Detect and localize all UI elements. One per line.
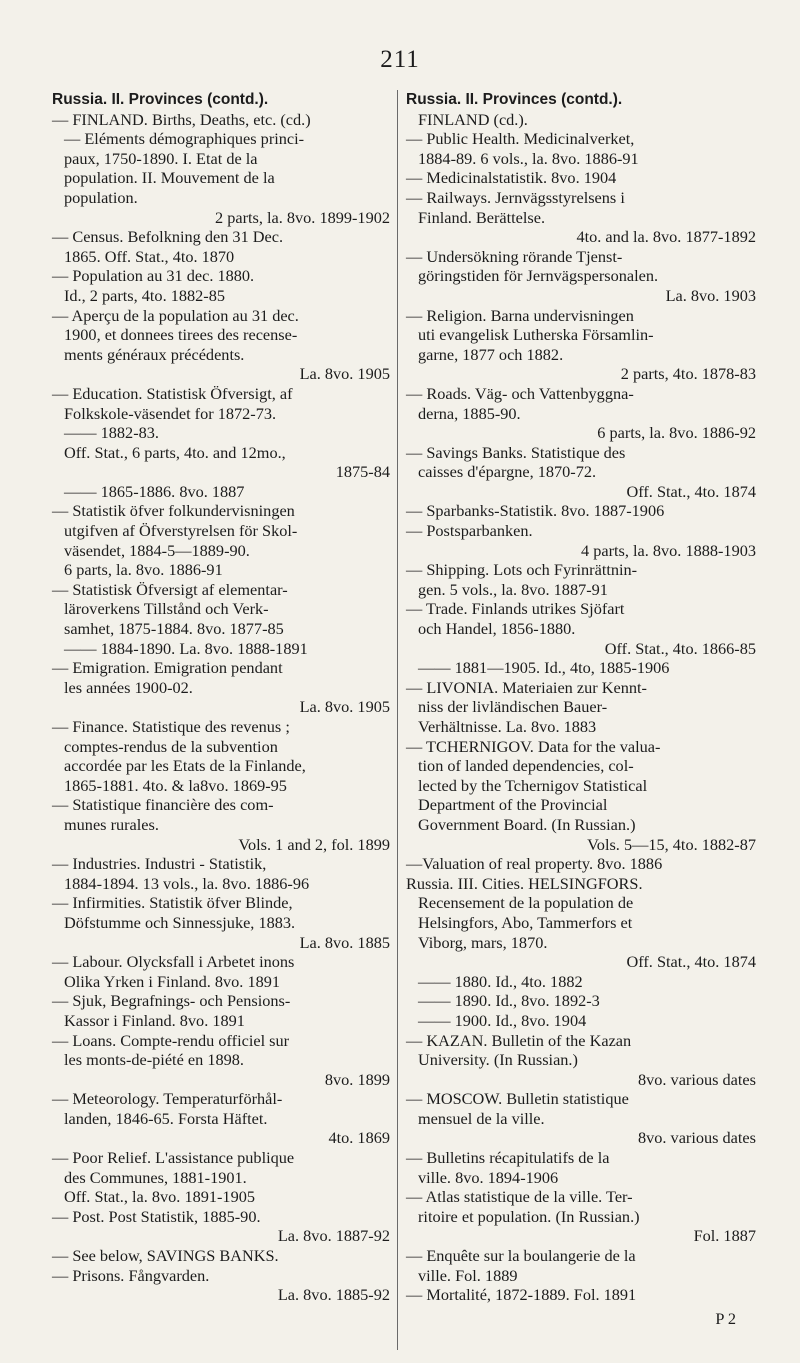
catalog-entry: [406, 560, 756, 599]
entry-line: — Emigration. Emigration pendant: [52, 658, 283, 678]
entry-line: — Savings Banks. Statistique des: [406, 442, 626, 462]
continuation-line: —— 1890. Id., 8vo. 1892-3: [418, 991, 600, 1011]
entry-line: — Atlas statistique de la ville. Ter-: [406, 1187, 633, 1207]
catalog-entry: [52, 306, 390, 365]
catalog-entry: [52, 1266, 390, 1286]
entry-line: — Mortalité, 1872-1889. Fol. 1891: [406, 1285, 637, 1305]
continuation-line: —— 1880. Id., 4to. 1882: [418, 971, 583, 991]
imprint-line: 6 parts, la. 8vo. 1886-92: [597, 423, 756, 443]
entry-line: väsendet, 1884-5—1889-90.: [64, 540, 250, 560]
entry-line: — Prisons. Fångvarden.: [52, 1265, 210, 1285]
entry-line: Helsingfors, Abo, Tammerfors et: [418, 912, 633, 932]
imprint-line: 4to. 1869: [328, 1128, 390, 1148]
entry-line: population. II. Mouvement de la: [64, 168, 275, 188]
catalog-entry: [52, 1246, 390, 1266]
entry-line: — Public Health. Medicinalverket,: [406, 129, 635, 149]
entry-line: mensuel de la ville.: [418, 1108, 545, 1128]
entry-line: — FINLAND. Births, Deaths, etc. (cd.): [52, 109, 311, 129]
entry-line: Döfstumme och Sinnessjuke, 1883.: [64, 912, 296, 932]
entry-line: 1884-1894. 13 vols., la. 8vo. 1886-96: [64, 873, 310, 893]
entry-line: — Labour. Olycksfall i Arbetet inons: [52, 952, 295, 972]
imprint-line: 2 parts, 4to. 1878-83: [620, 364, 756, 384]
catalog-entry: [52, 717, 390, 795]
continuation-line: —— 1882-83.: [64, 423, 159, 443]
entry-line: — Undersökning rörande Tjenst-: [406, 246, 623, 266]
entry-line: population.: [64, 187, 138, 207]
entry-line: — Statistique financière des com-: [52, 795, 274, 815]
catalog-entry: [52, 991, 390, 1030]
entry-line: caisses d'épargne, 1870-72.: [418, 462, 597, 482]
catalog-entry: [406, 384, 756, 423]
imprint-line: 1875-84: [335, 462, 390, 482]
section-heading: Russia. II. Provinces (contd.).: [52, 91, 269, 108]
entry-line: — Trade. Finlands utrikes Sjöfart: [406, 599, 625, 619]
continuation-line: Id., 2 parts, 4to. 1882-85: [64, 285, 225, 305]
entry-line: Finland. Berättelse.: [418, 207, 546, 227]
entry-line: — Meteorology. Temperaturförhål-: [52, 1089, 283, 1109]
entry-line: —Valuation of real property. 8vo. 1886: [406, 854, 663, 874]
catalog-entry: [406, 247, 756, 286]
entry-line: — MOSCOW. Bulletin statistique: [406, 1089, 629, 1109]
catalog-entry: [406, 854, 756, 874]
continuation-line: 6 parts, la. 8vo. 1886-91: [64, 560, 223, 580]
catalog-entry: [52, 501, 390, 560]
catalog-entry: [52, 893, 390, 932]
entry-line: — Education. Statistisk Öfversigt, af: [52, 383, 293, 403]
catalog-entry: [406, 501, 756, 521]
catalog-entry: [406, 737, 756, 835]
entry-line: samhet, 1875-1884. 8vo. 1877-85: [64, 619, 284, 639]
catalog-entry: [52, 952, 390, 991]
catalog-entry: [52, 1031, 390, 1070]
catalog-entry: [406, 1148, 756, 1187]
entry-line: — Roads. Väg- och Vattenbyggna-: [406, 383, 634, 403]
entry-line: — Sparbanks-Statistik. 8vo. 1887-1906: [406, 501, 665, 521]
catalog-entry: [406, 306, 756, 365]
entry-line: — Eléments démographiques princi-: [64, 129, 305, 149]
entry-line: — Industries. Industri - Statistik,: [52, 854, 267, 874]
catalog-entry: [406, 1285, 756, 1305]
entry-line: — LIVONIA. Materiaien zur Kennt-: [406, 677, 647, 697]
entry-line: Folkskole-väsendet for 1872-73.: [64, 403, 277, 423]
continuation-line: Off. Stat., 6 parts, 4to. and 12mo.,: [64, 442, 286, 462]
imprint-line: La. 8vo. 1887-92: [277, 1226, 390, 1246]
entry-line: — Religion. Barna undervisningen: [406, 305, 634, 325]
catalog-entry: [406, 599, 756, 638]
catalog-entry: [52, 580, 390, 639]
catalog-entry: [52, 854, 390, 893]
continuation-line: —— 1865-1886. 8vo. 1887: [64, 481, 245, 501]
entry-line: utgifven af Öfverstyrelsen för Skol-: [64, 521, 298, 541]
entry-line: munes rurales.: [64, 814, 159, 834]
entry-line: — Medicinalstatistik. 8vo. 1904: [406, 168, 617, 188]
catalog-entry: [406, 1089, 756, 1128]
entry-line: — Railways. Jernvägsstyrelsens i: [406, 187, 625, 207]
imprint-line: 4 parts, la. 8vo. 1888-1903: [581, 540, 756, 560]
imprint-line: Vols. 5—15, 4to. 1882-87: [587, 834, 756, 854]
catalog-entry: [52, 1089, 390, 1128]
imprint-line: 2 parts, la. 8vo. 1899-1902: [215, 207, 390, 227]
entry-line: — Finance. Statistique des revenus ;: [52, 717, 290, 736]
entry-line: och Handel, 1856-1880.: [418, 619, 576, 639]
catalog-entry: [52, 795, 390, 834]
catalog-entry: [52, 1207, 390, 1227]
entry-line: — Statistik öfver folkundervisningen: [52, 501, 295, 521]
catalog-entry: [406, 188, 756, 227]
entry-line: ments généraux précédents.: [64, 344, 245, 364]
entry-line: Kassor i Finland. 8vo. 1891: [64, 1010, 245, 1030]
entry-line: Department of the Provincial: [418, 795, 608, 815]
page-number: 211: [380, 46, 420, 73]
entry-line: Viborg, mars, 1870.: [418, 932, 548, 952]
continuation-line: FINLAND (cd.).: [418, 109, 528, 129]
imprint-line: Off. Stat., 4to. 1874: [626, 481, 756, 501]
catalog-entry: [52, 658, 390, 697]
imprint-line: La. 8vo. 1885: [299, 932, 390, 952]
entry-line: les années 1900-02.: [64, 677, 193, 697]
catalog-entry: [52, 110, 390, 208]
entry-line: 1865-1881. 4to. & la8vo. 1869-95: [64, 775, 287, 795]
entry-line: — Shipping. Lots och Fyrinrättnin-: [406, 560, 638, 580]
entry-line: — Population au 31 dec. 1880.: [52, 266, 255, 286]
left-column: [52, 90, 390, 1305]
catalog-entry: [406, 1246, 756, 1285]
catalog-entry: [52, 1148, 390, 1187]
entry-line: — Infirmities. Statistik öfver Blinde,: [52, 893, 293, 913]
entry-line: — Census. Befolkning den 31 Dec.: [52, 227, 284, 247]
entry-line: — Poor Relief. L'assistance publique: [52, 1148, 295, 1168]
catalog-entry: [406, 1031, 756, 1070]
catalog-entry: [52, 266, 390, 286]
entry-line: Government Board. (In Russian.): [418, 814, 636, 834]
imprint-line: La. 8vo. 1905: [299, 364, 390, 384]
catalog-entry: [406, 129, 756, 168]
entry-line: tion of landed dependencies, col-: [418, 756, 634, 776]
imprint-line: 8vo. various dates: [637, 1128, 756, 1148]
entry-line: accordée par les Etats de la Finlande,: [64, 756, 306, 776]
continuation-line: —— 1881—1905. Id., 4to, 1885-1906: [418, 658, 670, 678]
imprint-line: Off. Stat., 4to. 1874: [626, 952, 756, 972]
entry-line: — TCHERNIGOV. Data for the valua-: [406, 736, 661, 756]
entry-line: — Loans. Compte-rendu officiel sur: [52, 1030, 290, 1050]
section-heading: Russia. II. Provinces (contd.).: [406, 91, 623, 108]
continuation-line: —— 1884-1890. La. 8vo. 1888-1891: [64, 638, 308, 658]
entry-line: — Postsparbanken.: [406, 521, 533, 541]
imprint-line: Fol. 1887: [693, 1226, 756, 1246]
entry-line: — Sjuk, Begrafnings- och Pensions-: [52, 991, 291, 1011]
signature-mark: P 2: [715, 1308, 736, 1328]
column-divider: [397, 90, 398, 1350]
entry-line: ritoire et population. (In Russian.): [418, 1206, 640, 1226]
entry-line: uti evangelisk Lutherska Församlin-: [418, 325, 654, 345]
imprint-line: 8vo. 1899: [324, 1069, 390, 1089]
catalog-entry: [52, 227, 390, 266]
catalog-entry: [406, 678, 756, 737]
imprint-line: 4to. and la. 8vo. 1877-1892: [576, 227, 756, 247]
entry-line: landen, 1846-65. Forsta Häftet.: [64, 1108, 268, 1128]
catalog-entry: [406, 521, 756, 541]
catalog-entry: [406, 168, 756, 188]
imprint-line: La. 8vo. 1885-92: [277, 1285, 390, 1305]
entry-line: Olika Yrken i Finland. 8vo. 1891: [64, 971, 281, 991]
entry-line: — Aperçu de la population au 31 dec.: [52, 305, 299, 325]
entry-line: ville. 8vo. 1894-1906: [418, 1167, 559, 1187]
entry-line: — KAZAN. Bulletin of the Kazan: [406, 1030, 632, 1050]
entry-line: Russia. III. Cities. HELSINGFORS.: [406, 873, 643, 893]
entry-line: gen. 5 vols., la. 8vo. 1887-91: [418, 579, 608, 599]
entry-line: läroverkens Tillstånd och Verk-: [64, 599, 269, 619]
entry-line: — Statistisk Öfversigt af elementar-: [52, 579, 288, 599]
catalog-entry: [406, 874, 756, 952]
entry-line: — See below, SAVINGS BANKS.: [52, 1246, 279, 1266]
entry-line: lected by the Tchernigov Statistical: [418, 775, 648, 795]
entry-line: 1865. Off. Stat., 4to. 1870: [64, 246, 235, 266]
entry-line: 1900, et donnees tirees des recense-: [64, 325, 298, 345]
entry-line: Verhältnisse. La. 8vo. 1883: [418, 717, 597, 736]
imprint-line: La. 8vo. 1905: [299, 697, 390, 717]
entry-line: ville. Fol. 1889: [418, 1265, 518, 1285]
imprint-line: Vols. 1 and 2, fol. 1899: [238, 834, 390, 854]
entry-line: University. (In Russian.): [418, 1050, 578, 1070]
entry-line: — Enquête sur la boulangerie de la: [406, 1246, 636, 1266]
entry-line: comptes-rendus de la subvention: [64, 736, 278, 756]
entry-line: — Bulletins récapitulatifs de la: [406, 1148, 610, 1168]
entry-line: derna, 1885-90.: [418, 403, 521, 423]
entry-line: paux, 1750-1890. I. Etat de la: [64, 148, 258, 168]
catalog-entry: [52, 384, 390, 423]
catalog-entry: [406, 1187, 756, 1226]
continuation-line: Off. Stat., la. 8vo. 1891-1905: [64, 1187, 255, 1207]
continuation-line: —— 1900. Id., 8vo. 1904: [418, 1010, 587, 1030]
entry-line: — Post. Post Statistik, 1885-90.: [52, 1206, 261, 1226]
entry-line: des Communes, 1881-1901.: [64, 1167, 247, 1187]
entry-line: göringstiden för Jernvägspersonalen.: [418, 266, 659, 286]
catalog-entry: [406, 443, 756, 482]
entry-line: Recensement de la population de: [418, 893, 634, 913]
entry-line: niss der livländischen Bauer-: [418, 697, 608, 717]
entry-line: les monts-de-piété en 1898.: [64, 1050, 244, 1070]
right-column: [406, 90, 756, 1328]
entry-line: garne, 1877 och 1882.: [418, 344, 564, 364]
imprint-line: 8vo. various dates: [637, 1069, 756, 1089]
imprint-line: La. 8vo. 1903: [665, 285, 756, 305]
entry-line: 1884-89. 6 vols., la. 8vo. 1886-91: [418, 148, 639, 168]
imprint-line: Off. Stat., 4to. 1866-85: [604, 638, 756, 658]
